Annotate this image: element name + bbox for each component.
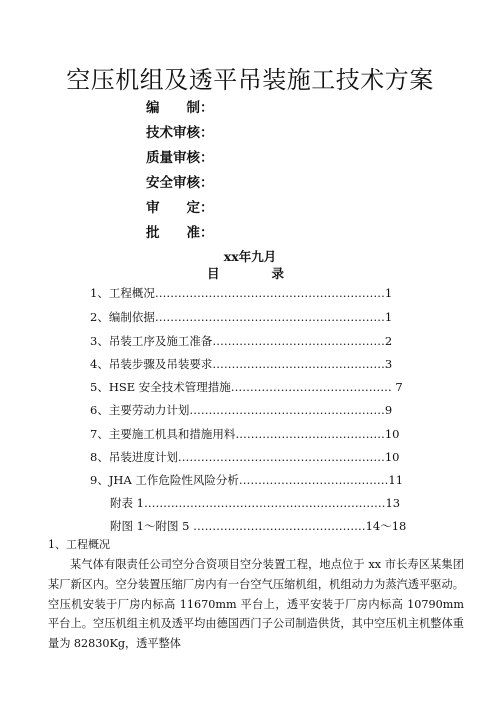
toc-entry-2[interactable]: 2、编制依据……………………………………………………1 [90, 310, 393, 324]
toc-entry-6[interactable]: 6、主要劳动力计划……………………………………………9 [90, 403, 393, 417]
document-title: 空压机组及透平吊装施工技术方案 [66, 66, 434, 94]
toc-heading-char-2: 录 [271, 266, 285, 281]
signature-final-approval: 批 准： [146, 225, 214, 241]
toc-entry-9[interactable]: 9、JHA 工作危险性风险分析…………………………………11 [90, 473, 404, 487]
toc-heading [207, 264, 284, 282]
toc-entry-5[interactable]: 5、HSE 安全技术管理措施…………………………………… 7 [90, 380, 403, 394]
toc-entry-1[interactable]: 1、工程概况……………………………………………………1 [90, 286, 393, 300]
toc-heading-char-1: 目 [207, 266, 220, 281]
toc-entry-3[interactable]: 3、吊装工序及施工准备………………………………………2 [90, 334, 393, 348]
section-heading: 1、工程概况 [48, 538, 110, 551]
signature-quality-review: 质量审核： [146, 150, 214, 166]
toc-entry-4[interactable]: 4、吊装步骤及吊装要求………………………………………3 [90, 357, 393, 371]
signature-compiled: 编 制： [146, 100, 214, 116]
document-date: xx年九月 [223, 249, 277, 264]
signature-approval-check: 审 定： [146, 200, 214, 216]
body-paragraph: 某气体有限责任公司空分合资项目空分装置工程，地点位于 xx 市长寿区某集团某厂新区内。空分装置压缩厂房内有一台空气压缩机组，机组动力为蒸汽透平驱动。空压机安装于厂房内标高 11670mm 平台上，透平安装于厂房内标高 10790mm 平台上。空压机组主机及透平均由德国西门子公司制造供货，其中空压机主机整体重量为 82830Kg，透平整体 [48, 558, 464, 651]
toc-entry-appendix-figures[interactable]: 附图 1～附图 5 ………………………………………14～18 [110, 519, 407, 533]
toc-entry-8[interactable]: 8、吊装进度计划………………………………………………10 [90, 450, 400, 464]
toc-entry-appendix-table[interactable]: 附表 1………………………………………………………13 [110, 496, 401, 510]
signature-technical-review: 技术审核： [146, 125, 214, 141]
toc-entry-7[interactable]: 7、主要施工机具和措施用料…………………………………10 [90, 427, 400, 441]
signature-safety-review: 安全审核： [146, 175, 214, 191]
